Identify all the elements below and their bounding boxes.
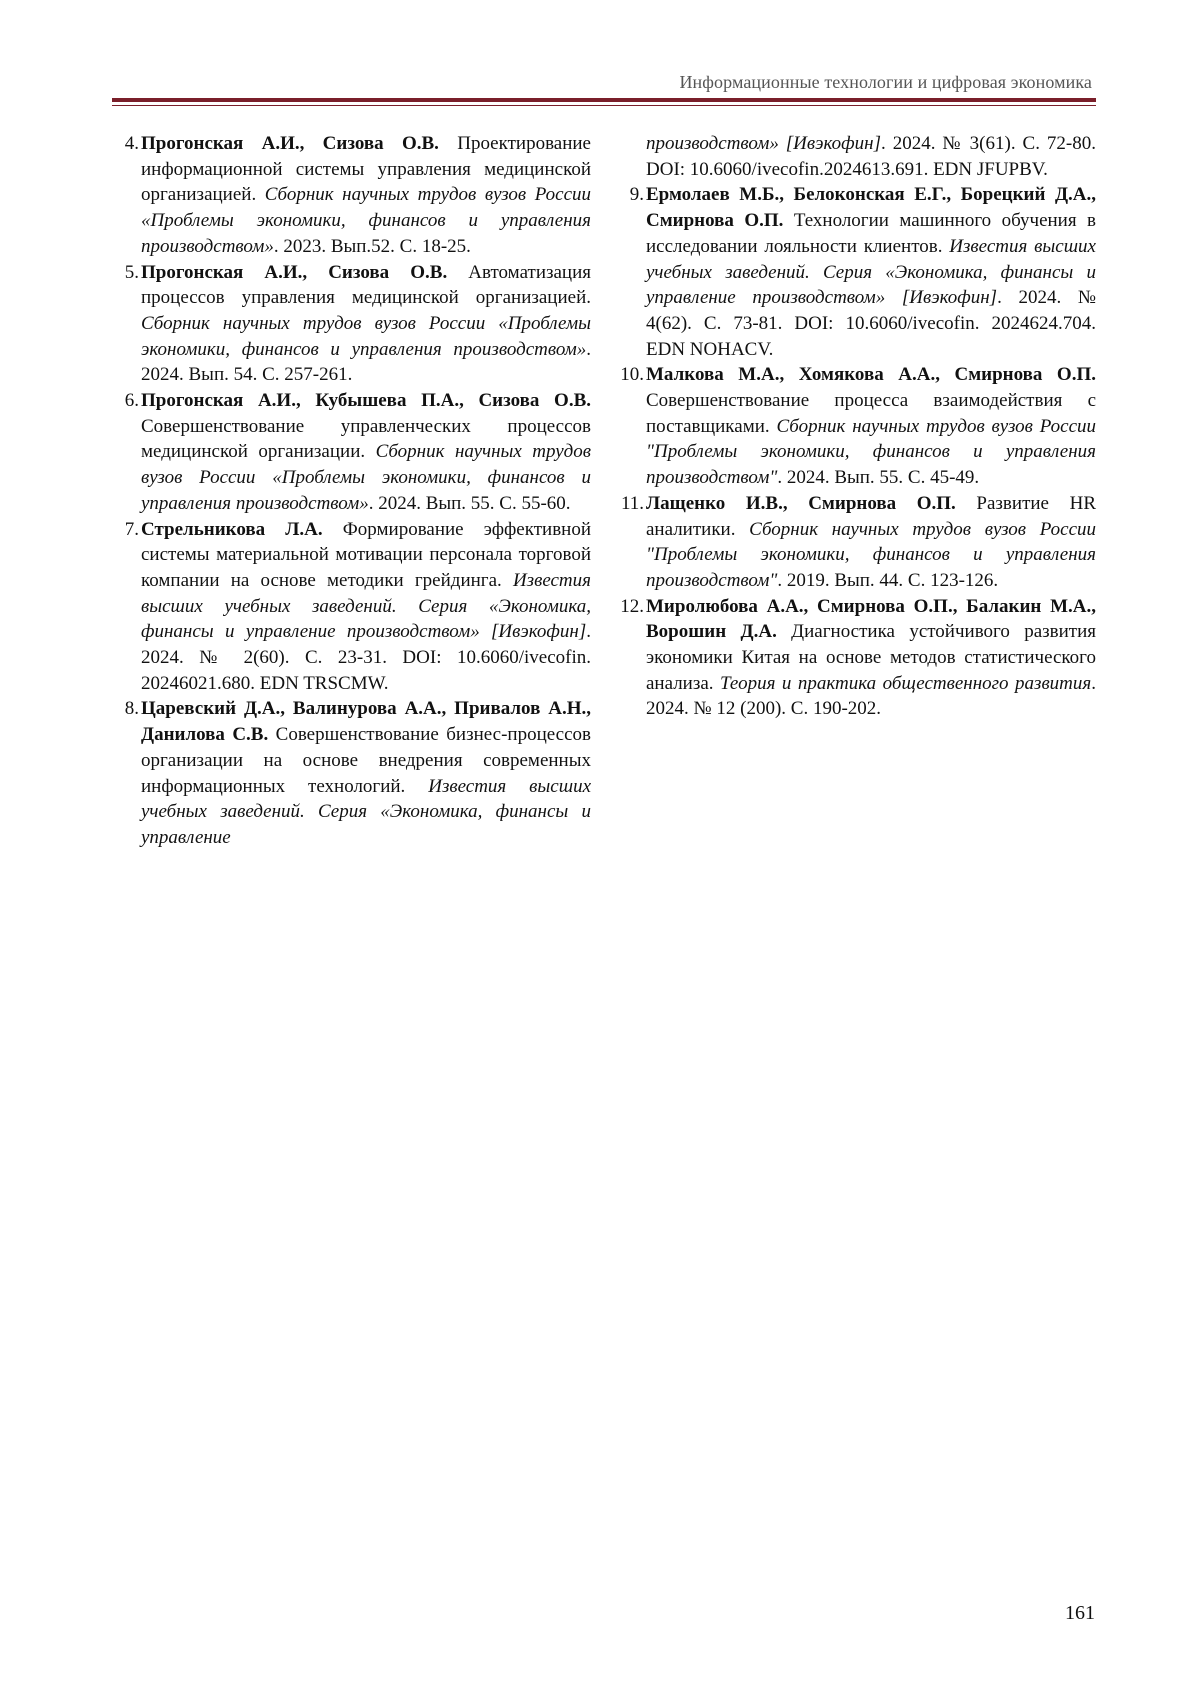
reference-title: Автоматизация процессов управления медицинской организацией.: [141, 261, 591, 309]
reference-source: Известия высших учебных заведений. Серия «Экономика, финансы и управление производством» [Ивэкофин]: [646, 235, 1096, 309]
running-header-title: Информационные технологии и цифровая экономика: [679, 72, 1092, 92]
reference-source: Теория и практика общественного развития: [720, 672, 1092, 694]
reference-title: Совершенствование бизнес-процессов организации на основе внедрения современных информационных технологий.: [141, 724, 592, 797]
reference-number: 8.: [124, 698, 139, 720]
reference-number: 11.: [620, 492, 644, 514]
reference-title: Технологии машинного обучения в исследовании лояльности клиентов.: [646, 210, 1096, 257]
reference-column-right: [620, 131, 1096, 722]
reference-source: Сборник научных трудов вузов России «Проблемы экономики, финансов и управления производством»: [141, 441, 592, 514]
reference-source: Сборник научных трудов вузов России «Проблемы экономики, финансов и управления производством»: [141, 184, 591, 257]
reference-source: Сборник научных трудов вузов России "Проблемы экономики, финансов и управления производством": [646, 415, 1096, 489]
reference-column-left: [124, 131, 592, 851]
reference-details: . 2024. № 4(62). С. 73-81. DOI: 10.6060/ivecofin. 2024624.704. EDN NOHACV.: [646, 287, 1096, 360]
reference-number: 4.: [124, 133, 139, 154]
reference-item-4: [124, 131, 591, 260]
reference-source: Сборник научных трудов вузов России «Проблемы экономики, финансов и управления производством»: [141, 312, 591, 360]
reference-authors: Прогонская А.И., Сизова О.В.: [141, 133, 439, 154]
reference-number: 10.: [620, 364, 644, 386]
reference-authors: Прогонская А.И., Кубышева П.А., Сизова О.В.: [141, 390, 591, 412]
reference-title: Развитие HR аналитики.: [646, 492, 1096, 540]
reference-details: . 2024. № 3(61). С. 72-80. DOI: 10.6060/ivecofin.2024613.691. EDN JFUPBV.: [646, 133, 1096, 180]
reference-item-5: [124, 260, 591, 389]
reference-authors: Царевский Д.А., Валинурова А.А., Привалов А.Н., Данилова С.В.: [141, 698, 591, 746]
reference-details: . 2024. № 2(60). С. 23-31. DOI: 10.6060/ivecofin. 20246021.680. EDN TRSCMW.: [141, 621, 591, 694]
reference-item-12: [620, 594, 1096, 723]
page-number: 161: [1065, 1602, 1095, 1624]
reference-authors: Прогонская А.И., Сизова О.В.: [141, 261, 448, 283]
reference-title: Проектирование информационной системы управления медицинской организацией.: [141, 133, 591, 206]
reference-authors: Лащенко И.В., Смирнова О.П.: [646, 492, 956, 514]
reference-source: Известия высших учебных заведений. Серия «Экономика, финансы и управление: [141, 775, 592, 848]
reference-item-8: [124, 696, 592, 850]
reference-item-8-continuation: [646, 131, 1096, 182]
header-rule: [112, 98, 1096, 102]
reference-details: . 2024. Вып. 55. С. 55-60.: [368, 492, 571, 514]
reference-number: 7.: [124, 518, 139, 540]
reference-details: . 2024. Вып. 54. С. 257-261.: [141, 338, 591, 386]
reference-details: . 2019. Вып. 44. С. 123-126.: [777, 569, 999, 591]
reference-details: . 2024. № 12 (200). С. 190-202.: [646, 672, 1096, 720]
reference-number: 5.: [124, 261, 139, 283]
reference-details: . 2024. Вып. 55. С. 45-49.: [777, 467, 980, 489]
reference-title: Формирование эффективной системы материальной мотивации персонала торговой компании на основе методики грейдинга.: [141, 518, 591, 591]
reference-number: 12.: [620, 595, 644, 617]
reference-item-11: [620, 491, 1096, 594]
reference-authors: Малкова М.А., Хомякова А.А., Смирнова О.П.: [646, 364, 1096, 386]
header-rule-thin: [112, 105, 1096, 106]
reference-number: 9.: [629, 184, 644, 206]
reference-authors: Стрельникова Л.А.: [141, 518, 323, 540]
reference-title: Совершенствование процесса взаимодействия с поставщиками.: [646, 390, 1096, 437]
reference-details: . 2023. Вып.52. С. 18-25.: [273, 235, 471, 257]
reference-source: Известия высших учебных заведений. Серия «Экономика, финансы и управление производством» [Ивэкофин]: [141, 569, 591, 643]
reference-item-6: [124, 388, 592, 517]
reference-source: Сборник научных трудов вузов России "Проблемы экономики, финансов и управления производством": [646, 518, 1096, 591]
reference-authors: Ермолаев М.Б., Белоконская Е.Г., Борецкий Д.А., Смирнова О.П.: [646, 184, 1096, 232]
reference-authors: Миролюбова А.А., Смирнова О.П., Балакин М.А., Ворошин Д.А.: [646, 595, 1096, 643]
reference-title: Совершенствование управленческих процессов медицинской организации.: [141, 415, 591, 463]
reference-item-10: [620, 362, 1096, 491]
reference-item-7: [124, 517, 591, 697]
reference-number: 6.: [124, 390, 139, 412]
reference-source: производством» [Ивэкофин]: [646, 133, 881, 154]
reference-title: Диагностика устойчивого развития экономики Китая на основе методов статистического анализа.: [646, 621, 1096, 694]
reference-item-9: [629, 182, 1096, 362]
